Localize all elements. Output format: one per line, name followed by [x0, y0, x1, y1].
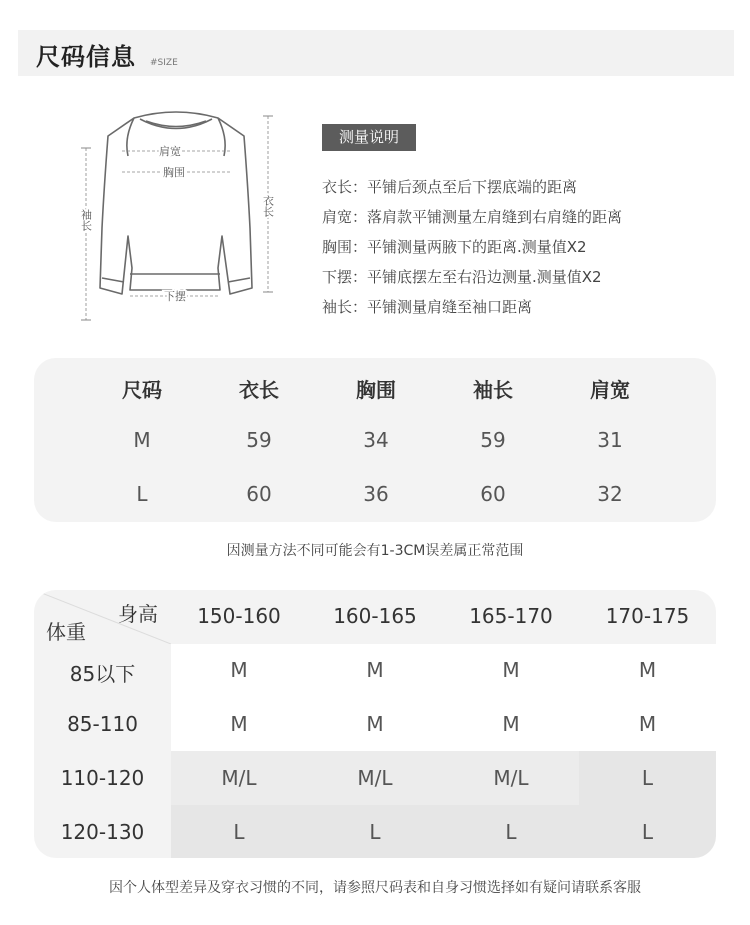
rec-cell: M/L	[357, 766, 393, 790]
measure-line-chest: 胸围：平铺测量两腋下的距离.测量值X2	[322, 238, 587, 256]
size-header: 胸围	[356, 378, 396, 402]
rec-cell: L	[369, 820, 381, 844]
size-header: 衣长	[239, 378, 279, 402]
weight-label: 85以下	[69, 662, 136, 686]
size-table	[34, 358, 716, 522]
rec-cell: L	[233, 820, 245, 844]
size-cell: 60	[246, 482, 272, 506]
page-title: 尺码信息	[36, 43, 136, 71]
hem-label: 下摆	[164, 290, 186, 303]
rec-cell: M	[230, 712, 248, 736]
rec-cell: L	[641, 820, 654, 844]
size-cell: 34	[363, 428, 389, 452]
size-header: 尺码	[122, 378, 162, 402]
measurement-error-note: 因测量方法不同可能会有1-3CM误差属正常范围	[226, 543, 524, 559]
rec-cell: M	[366, 712, 384, 736]
corner-weight-label: 体重	[46, 620, 86, 644]
rec-cell: M	[638, 712, 657, 736]
weight-label: 120-130	[60, 820, 145, 844]
measure-line-hem: 下摆：平铺底摆左至右沿边测量.测量值X2	[322, 268, 602, 286]
weight-label: 110-120	[60, 766, 145, 790]
rec-cell: L	[505, 820, 517, 844]
page-subtitle: #SIZE	[150, 58, 178, 68]
measure-tag: 测量说明	[322, 124, 416, 151]
body-length-label: 衣长	[261, 195, 275, 217]
chest-label: 胸围	[163, 166, 185, 179]
rec-cell: M	[638, 658, 657, 682]
rec-cell: M	[230, 658, 248, 682]
height-header: 165-170	[469, 604, 553, 628]
weight-label: 85-110	[67, 712, 138, 736]
rec-cell: M	[502, 712, 520, 736]
size-cell: 36	[363, 482, 389, 506]
height-header: 160-165	[333, 604, 417, 628]
size-header: 袖长	[473, 378, 513, 402]
height-header: 150-160	[197, 604, 281, 628]
measure-line-length: 衣长：平铺后颈点至后下摆底端的距离	[322, 178, 578, 196]
shoulder-label: 肩宽	[159, 145, 181, 158]
rec-cell: L	[641, 766, 654, 790]
sweater-diagram	[72, 108, 282, 328]
sleeve-length-label: 袖长	[79, 209, 93, 231]
size-cell: M	[133, 428, 151, 452]
measure-line-sleeve: 袖长：平铺测量肩缝至袖口距离	[322, 298, 533, 316]
size-cell: 59	[246, 428, 272, 452]
rec-cell: M	[366, 658, 384, 682]
corner-height-label: 身高	[118, 602, 158, 626]
rec-cell: M/L	[221, 766, 257, 790]
rec-cell: M/L	[493, 766, 529, 790]
fit-advice-note: 因个人体型差异及穿衣习惯的不同，请参照尺码表和自身习惯选择如有疑问请联系客服	[109, 880, 641, 896]
size-recommendation-table	[34, 590, 716, 858]
size-cell: 59	[480, 428, 506, 452]
size-cell: L	[136, 482, 148, 506]
size-cell: 31	[597, 428, 623, 452]
height-header: 170-175	[605, 604, 690, 628]
rec-cell: M	[502, 658, 520, 682]
size-cell: 60	[480, 482, 506, 506]
size-cell: 32	[597, 482, 623, 506]
size-header: 肩宽	[590, 378, 630, 402]
measure-line-shoulder: 肩宽：落肩款平铺测量左肩缝到右肩缝的距离	[322, 208, 623, 226]
